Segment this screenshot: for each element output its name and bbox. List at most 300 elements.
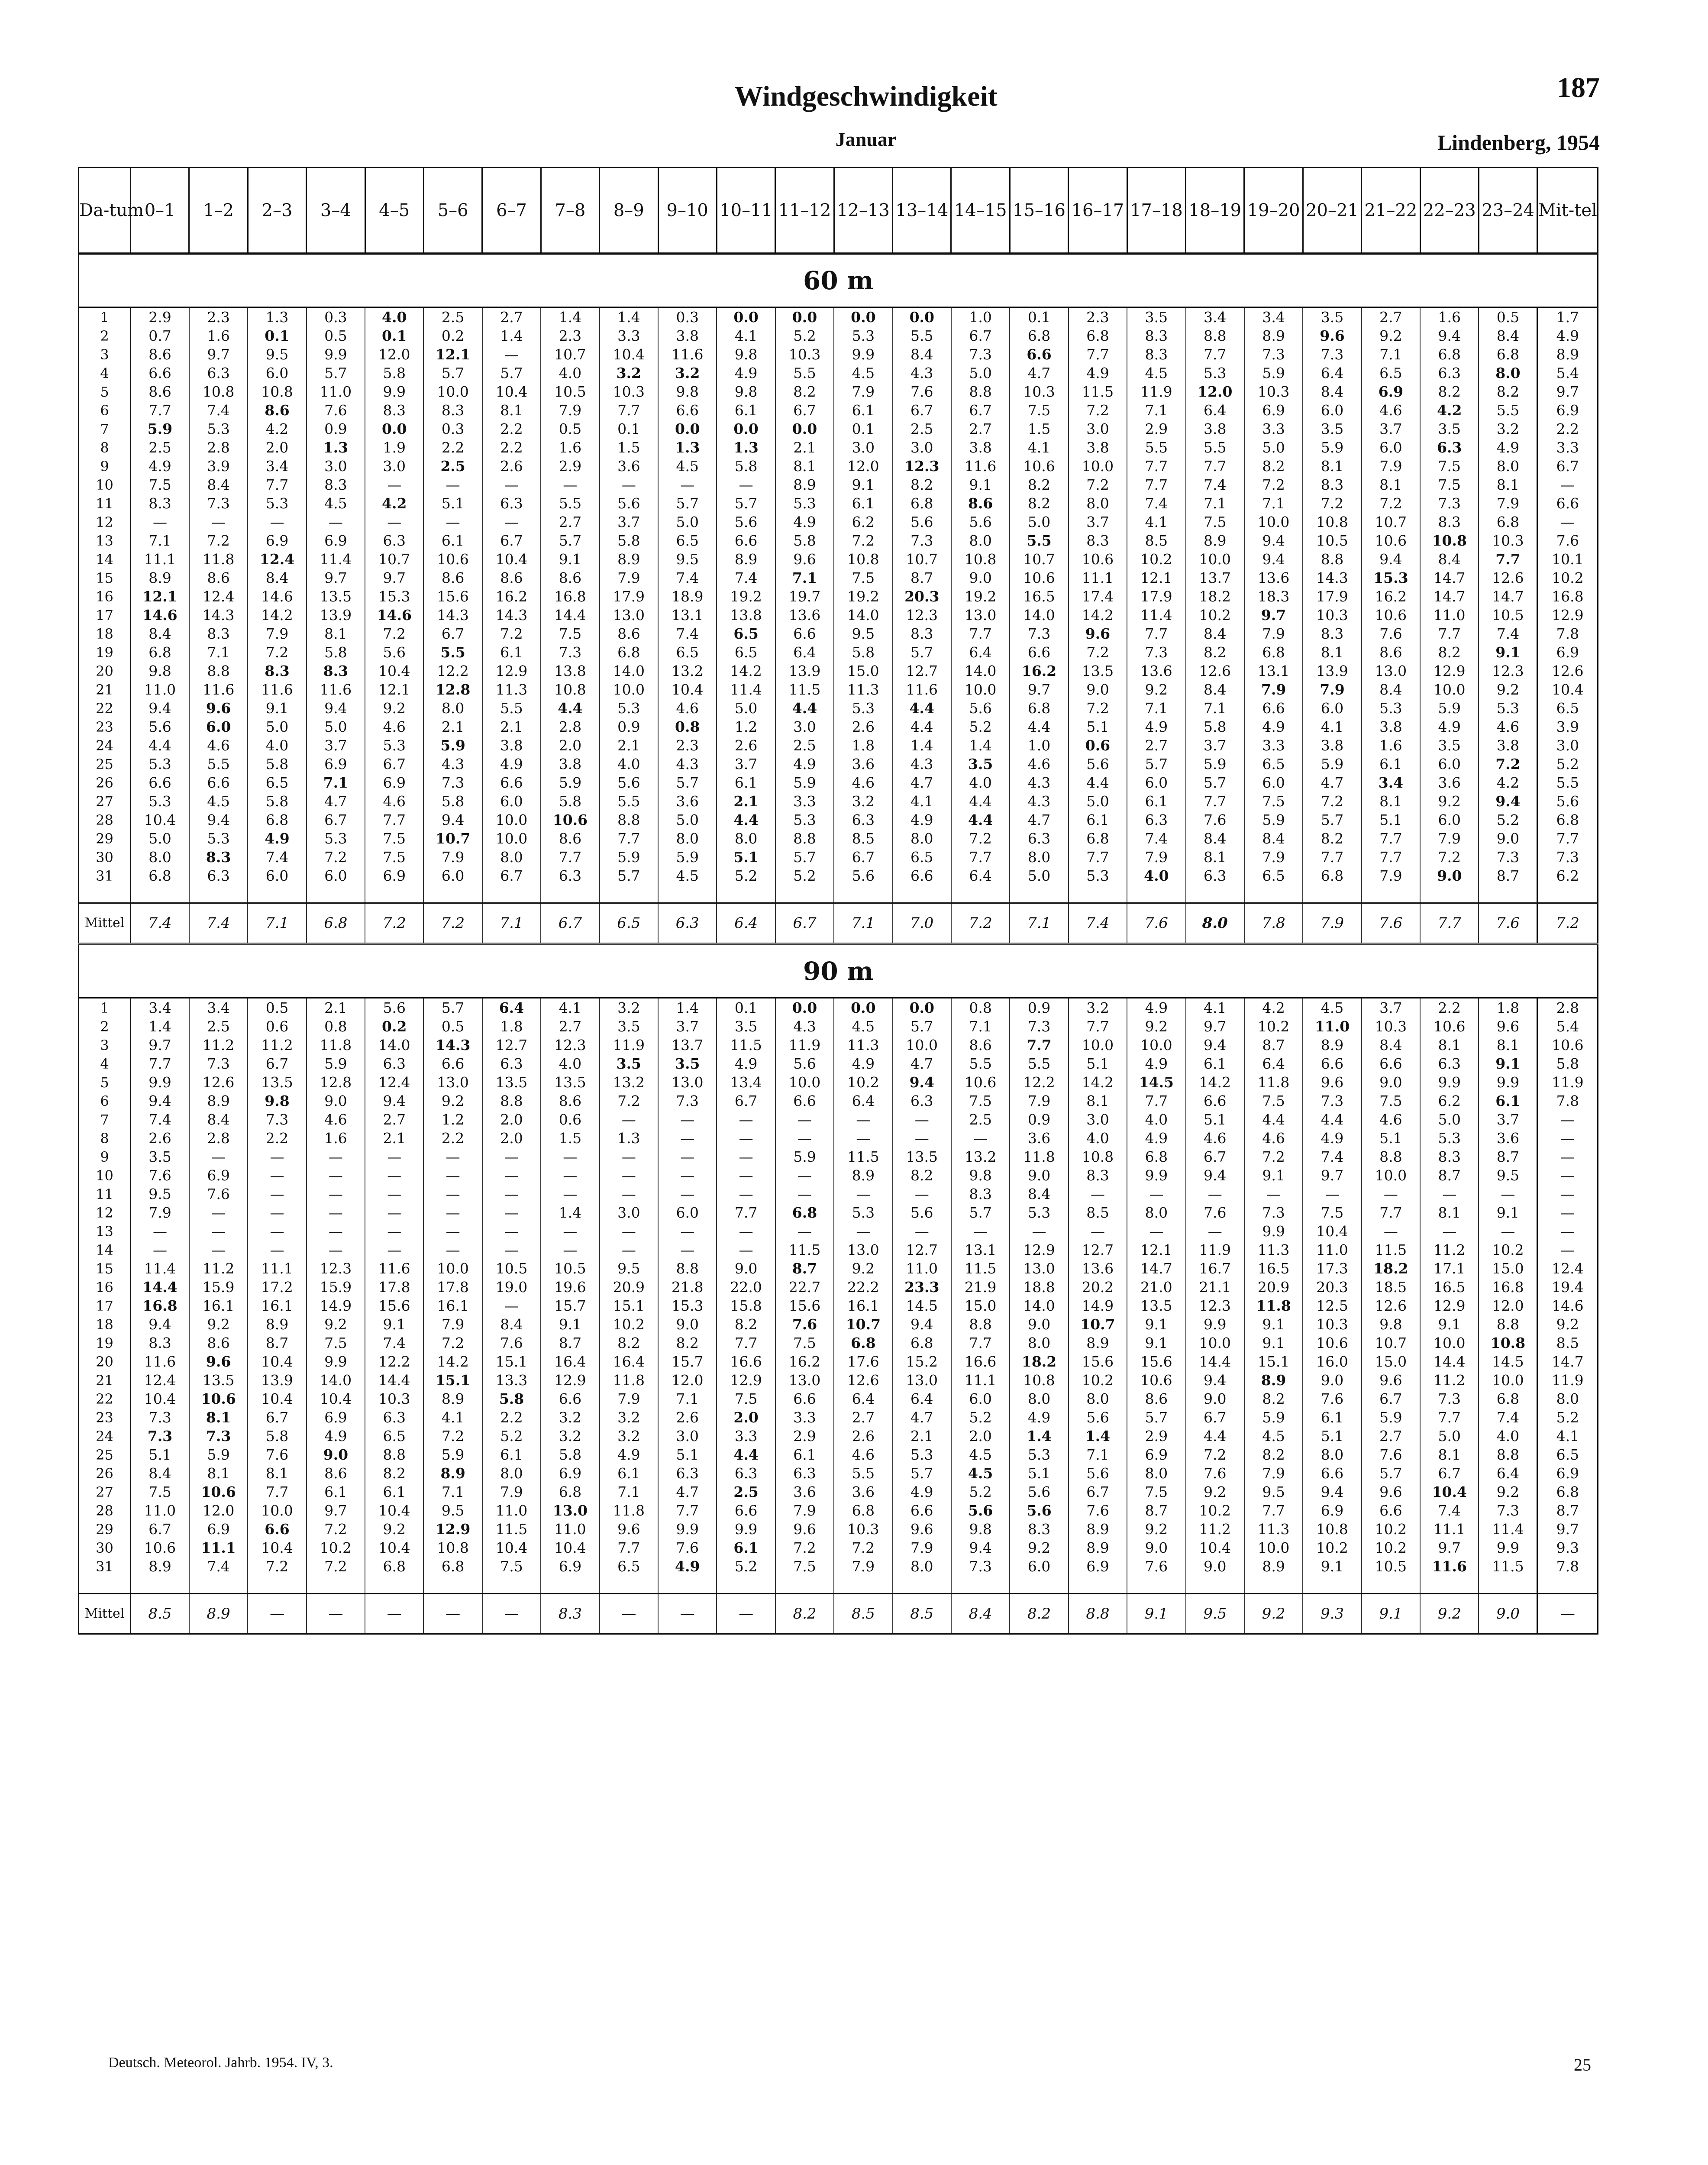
hour-value-cell: 7.3 <box>1303 1092 1361 1110</box>
hour-value-cell: 4.6 <box>365 792 423 811</box>
hour-value-cell: 8.2 <box>365 1464 423 1483</box>
hour-value-cell: 7.6 <box>1362 1445 1420 1464</box>
daily-mean-cell: 11.9 <box>1537 1073 1598 1092</box>
hour-value-cell: 9.6 <box>775 550 834 569</box>
hour-value-cell: 8.3 <box>365 401 423 420</box>
hour-value-cell: 6.0 <box>951 1389 1010 1408</box>
hour-value-cell: 9.9 <box>1420 1073 1479 1092</box>
hour-value-cell: 17.8 <box>423 1278 482 1296</box>
hour-value-cell: 2.5 <box>775 736 834 755</box>
hour-value-cell: 0.1 <box>1010 307 1068 327</box>
table-row <box>79 1073 1598 1092</box>
hour-value-cell: 9.2 <box>1127 1017 1185 1036</box>
hour-value-cell: 2.9 <box>131 307 189 327</box>
day-cell: 4 <box>79 1054 131 1073</box>
hour-value-cell: — <box>482 1203 541 1222</box>
hour-value-cell: 4.0 <box>541 1054 599 1073</box>
hour-value-cell: — <box>893 1110 951 1129</box>
hour-value-cell: 8.1 <box>189 1408 248 1427</box>
hour-value-cell: 6.3 <box>482 1054 541 1073</box>
day-cell: 3 <box>79 1036 131 1054</box>
hour-value-cell: 13.1 <box>951 1241 1010 1259</box>
hour-value-cell: 8.0 <box>1479 364 1537 382</box>
hour-value-cell: 19.2 <box>951 587 1010 606</box>
hour-value-cell: 6.0 <box>1420 755 1479 773</box>
hour-value-cell: 6.6 <box>1303 1054 1361 1073</box>
spacer-cell <box>658 1576 717 1594</box>
hour-value-cell: 11.6 <box>893 680 951 699</box>
hour-value-cell: — <box>423 1241 482 1259</box>
hour-value-cell: 4.6 <box>1479 717 1537 736</box>
spacer-cell <box>1362 885 1420 903</box>
day-cell: 21 <box>79 680 131 699</box>
hour-mean-cell: 9.3 <box>1303 1594 1361 1634</box>
hour-value-cell: 12.2 <box>423 662 482 680</box>
hour-value-cell: 2.0 <box>541 736 599 755</box>
hour-value-cell: 9.0 <box>1069 680 1127 699</box>
hour-value-cell: 5.7 <box>307 364 365 382</box>
daily-mean-cell: 12.9 <box>1537 606 1598 624</box>
hour-value-cell: 5.6 <box>131 717 189 736</box>
hour-value-cell: 6.7 <box>365 755 423 773</box>
hour-value-cell: 12.3 <box>1186 1296 1244 1315</box>
hour-value-cell: 5.8 <box>365 364 423 382</box>
hour-value-cell: 7.4 <box>1420 1501 1479 1520</box>
hour-value-cell: 0.0 <box>834 998 892 1018</box>
daily-mean-cell: — <box>1537 1129 1598 1147</box>
hour-value-cell: 11.2 <box>248 1036 306 1054</box>
hour-value-cell: 10.2 <box>834 1073 892 1092</box>
day-cell: 27 <box>79 792 131 811</box>
hour-value-cell: 4.7 <box>893 1408 951 1427</box>
hour-value-cell: 11.5 <box>1479 1557 1537 1576</box>
hour-mean-cell: — <box>717 1594 775 1634</box>
hour-value-cell: 3.0 <box>365 457 423 475</box>
hour-value-cell: 9.0 <box>1010 1166 1068 1185</box>
hour-value-cell: 4.9 <box>717 1054 775 1073</box>
hour-value-cell: 10.2 <box>1186 1501 1244 1520</box>
hour-value-cell: 8.4 <box>1186 624 1244 643</box>
hour-value-cell: 5.7 <box>893 1464 951 1483</box>
hour-header: 22–23 <box>1420 168 1479 254</box>
hour-value-cell: 6.8 <box>893 1334 951 1352</box>
hour-value-cell: 5.0 <box>1069 792 1127 811</box>
hour-value-cell: 14.2 <box>1186 1073 1244 1092</box>
hour-value-cell: 7.1 <box>1186 494 1244 513</box>
hour-value-cell: 11.0 <box>131 1501 189 1520</box>
hour-value-cell: 10.2 <box>1186 606 1244 624</box>
hour-value-cell: 11.5 <box>775 680 834 699</box>
table-row <box>79 326 1598 345</box>
spacer-cell <box>1186 885 1244 903</box>
hour-value-cell: 7.6 <box>1362 624 1420 643</box>
hour-value-cell: 9.5 <box>248 345 306 364</box>
hour-value-cell: 9.4 <box>1186 1036 1244 1054</box>
hour-value-cell: 7.9 <box>1362 866 1420 885</box>
hour-value-cell: 4.4 <box>131 736 189 755</box>
hour-value-cell: 2.0 <box>482 1110 541 1129</box>
hour-value-cell: 11.6 <box>307 680 365 699</box>
hour-value-cell: 1.6 <box>307 1129 365 1147</box>
hour-value-cell: 10.0 <box>1069 457 1127 475</box>
hour-value-cell: 7.5 <box>1244 1092 1303 1110</box>
hour-value-cell: 8.8 <box>1303 550 1361 569</box>
hour-value-cell: 4.6 <box>1186 1129 1244 1147</box>
hour-value-cell: 9.6 <box>1303 326 1361 345</box>
hour-value-cell: 3.3 <box>600 326 658 345</box>
hour-value-cell: 7.5 <box>131 1483 189 1501</box>
hour-value-cell: 4.9 <box>1069 364 1127 382</box>
hour-value-cell: 14.5 <box>1479 1352 1537 1371</box>
hour-header: 6–7 <box>482 168 541 254</box>
spacer-cell <box>1010 885 1068 903</box>
hour-value-cell: 9.4 <box>951 1538 1010 1557</box>
hour-value-cell: 9.2 <box>1186 1483 1244 1501</box>
hour-value-cell: 6.8 <box>1127 1147 1185 1166</box>
hour-value-cell: 13.0 <box>423 1073 482 1092</box>
hour-value-cell: 5.8 <box>248 755 306 773</box>
hour-value-cell: 1.4 <box>131 1017 189 1036</box>
hour-value-cell: 6.9 <box>189 1166 248 1185</box>
hour-value-cell: 7.7 <box>951 1334 1010 1352</box>
hour-value-cell: 9.4 <box>307 699 365 717</box>
hour-value-cell: 4.9 <box>1420 717 1479 736</box>
hour-value-cell: — <box>951 1129 1010 1147</box>
hour-value-cell: 2.9 <box>1127 1427 1185 1445</box>
hour-value-cell: 16.2 <box>775 1352 834 1371</box>
hour-value-cell: 8.4 <box>1479 326 1537 345</box>
hour-value-cell: 5.0 <box>1010 866 1068 885</box>
hour-value-cell: — <box>1127 1185 1185 1203</box>
hour-value-cell: 8.3 <box>131 1334 189 1352</box>
mittel-label: Mittel <box>79 1594 131 1634</box>
hour-value-cell: 20.3 <box>893 587 951 606</box>
hour-value-cell: 11.3 <box>834 1036 892 1054</box>
hour-value-cell: 6.3 <box>189 866 248 885</box>
hour-value-cell: 0.9 <box>600 717 658 736</box>
table-row <box>79 1352 1598 1371</box>
hour-value-cell: 15.9 <box>307 1278 365 1296</box>
hour-value-cell: — <box>1069 1222 1127 1241</box>
hour-value-cell: 9.6 <box>1362 1371 1420 1389</box>
hour-value-cell: 6.9 <box>189 1520 248 1538</box>
hour-value-cell: 21.8 <box>658 1278 717 1296</box>
hour-value-cell: 6.8 <box>248 811 306 829</box>
hour-mean-cell: 7.4 <box>131 903 189 944</box>
hour-value-cell: 10.8 <box>1069 1147 1127 1166</box>
hour-value-cell: 5.7 <box>658 773 717 792</box>
hour-value-cell: — <box>482 1185 541 1203</box>
hour-value-cell: — <box>1186 1185 1244 1203</box>
hour-value-cell: 8.2 <box>658 1334 717 1352</box>
hour-value-cell: 5.3 <box>1362 699 1420 717</box>
hour-value-cell: 7.9 <box>775 1501 834 1520</box>
table-row <box>79 1278 1598 1296</box>
hour-value-cell: 9.9 <box>307 345 365 364</box>
hour-header: 21–22 <box>1362 168 1420 254</box>
day-cell: 6 <box>79 1092 131 1110</box>
hour-value-cell: 8.0 <box>658 829 717 848</box>
hour-value-cell: 2.6 <box>131 1129 189 1147</box>
hour-value-cell: 7.1 <box>131 531 189 550</box>
hour-value-cell: 5.5 <box>1186 438 1244 457</box>
hour-value-cell: — <box>1420 1222 1479 1241</box>
hour-value-cell: 11.1 <box>189 1538 248 1557</box>
hour-value-cell: 7.2 <box>307 1520 365 1538</box>
hour-value-cell: 8.5 <box>834 829 892 848</box>
hour-value-cell: 5.9 <box>1362 1408 1420 1427</box>
spacer-cell <box>1362 1576 1420 1594</box>
hour-value-cell: 6.0 <box>248 364 306 382</box>
hour-value-cell: 6.9 <box>365 773 423 792</box>
hour-value-cell: 14.2 <box>423 1352 482 1371</box>
day-cell: 27 <box>79 1483 131 1501</box>
daily-mean-cell: 3.9 <box>1537 717 1598 736</box>
hour-value-cell: 8.9 <box>423 1464 482 1483</box>
hour-value-cell: 7.5 <box>131 475 189 494</box>
hour-value-cell: 6.6 <box>775 1389 834 1408</box>
day-cell: 5 <box>79 382 131 401</box>
hour-value-cell: 10.7 <box>1362 1334 1420 1352</box>
hour-value-cell: 7.5 <box>1010 401 1068 420</box>
hour-value-cell: 7.3 <box>131 1427 189 1445</box>
hour-value-cell: 3.4 <box>131 998 189 1018</box>
hour-value-cell: 2.1 <box>600 736 658 755</box>
hour-value-cell: 6.3 <box>658 1464 717 1483</box>
hour-value-cell: — <box>775 1166 834 1185</box>
hour-value-cell: 13.2 <box>658 662 717 680</box>
hour-value-cell: 1.8 <box>482 1017 541 1036</box>
day-cell: 4 <box>79 364 131 382</box>
hour-value-cell: 6.4 <box>951 866 1010 885</box>
day-cell: 9 <box>79 1147 131 1166</box>
hour-value-cell: 12.9 <box>482 662 541 680</box>
hour-value-cell: 9.8 <box>248 1092 306 1110</box>
hour-value-cell: 15.3 <box>365 587 423 606</box>
hour-value-cell: 9.6 <box>775 1520 834 1538</box>
hour-value-cell: 10.6 <box>1362 531 1420 550</box>
hour-value-cell: 10.6 <box>951 1073 1010 1092</box>
hour-value-cell: — <box>248 1241 306 1259</box>
hour-value-cell: 9.1 <box>1244 1315 1303 1334</box>
hour-value-cell: — <box>482 1222 541 1241</box>
hour-value-cell: 6.6 <box>1244 699 1303 717</box>
hour-value-cell: 8.9 <box>1069 1334 1127 1352</box>
hour-value-cell: 10.5 <box>482 1259 541 1278</box>
hour-value-cell: 9.6 <box>1362 1483 1420 1501</box>
hour-value-cell: 14.7 <box>1479 587 1537 606</box>
hour-value-cell: 3.7 <box>1069 513 1127 531</box>
hour-value-cell: 11.5 <box>775 1241 834 1259</box>
hour-value-cell: 13.0 <box>893 1371 951 1389</box>
hour-value-cell: 7.3 <box>1244 1203 1303 1222</box>
hour-value-cell: 10.0 <box>482 829 541 848</box>
hour-value-cell: 7.9 <box>1244 624 1303 643</box>
hour-value-cell: 6.6 <box>189 773 248 792</box>
hour-value-cell: 5.6 <box>365 643 423 662</box>
hour-value-cell: 6.9 <box>307 1408 365 1427</box>
hour-value-cell: 4.6 <box>1362 401 1420 420</box>
hour-value-cell: 7.7 <box>1479 550 1537 569</box>
hour-value-cell: 1.9 <box>365 438 423 457</box>
hour-value-cell: 4.7 <box>1303 773 1361 792</box>
hour-value-cell: 6.6 <box>893 866 951 885</box>
spacer-cell <box>1069 885 1127 903</box>
hour-value-cell: 10.8 <box>951 550 1010 569</box>
hour-value-cell: 8.8 <box>951 1315 1010 1334</box>
hour-value-cell: 4.3 <box>423 755 482 773</box>
hour-value-cell: 6.9 <box>365 866 423 885</box>
hour-value-cell: 10.6 <box>189 1483 248 1501</box>
hour-value-cell: 7.9 <box>893 1538 951 1557</box>
hour-value-cell: 13.0 <box>951 606 1010 624</box>
hour-value-cell: 3.8 <box>541 755 599 773</box>
table-row <box>79 1445 1598 1464</box>
hour-value-cell: 8.9 <box>189 1092 248 1110</box>
hour-value-cell: — <box>365 513 423 531</box>
hour-value-cell: 3.2 <box>1069 998 1127 1018</box>
hour-value-cell: 8.9 <box>1244 1371 1303 1389</box>
hour-value-cell: — <box>365 475 423 494</box>
hour-value-cell: 8.2 <box>1244 457 1303 475</box>
hour-value-cell: 5.7 <box>717 494 775 513</box>
spacer-cell <box>307 1576 365 1594</box>
hour-value-cell: 6.5 <box>658 643 717 662</box>
hour-value-cell: 2.6 <box>834 1427 892 1445</box>
hour-value-cell: 18.8 <box>1010 1278 1068 1296</box>
day-cell: 15 <box>79 569 131 587</box>
hour-value-cell: 7.6 <box>1069 1501 1127 1520</box>
hour-value-cell: 5.6 <box>893 1203 951 1222</box>
hour-value-cell: 8.7 <box>1244 1036 1303 1054</box>
daily-mean-cell: 12.4 <box>1537 1259 1598 1278</box>
spacer-cell <box>893 885 951 903</box>
hour-value-cell: 9.6 <box>893 1520 951 1538</box>
hour-value-cell: 6.3 <box>1420 438 1479 457</box>
hour-value-cell: 6.3 <box>365 1408 423 1427</box>
hour-value-cell: 5.6 <box>365 998 423 1018</box>
hour-value-cell: 4.4 <box>1010 717 1068 736</box>
hour-value-cell: 9.1 <box>1420 1315 1479 1334</box>
hour-value-cell: 3.8 <box>1186 420 1244 438</box>
day-cell: 1 <box>79 998 131 1018</box>
hour-value-cell: 7.7 <box>365 811 423 829</box>
hour-value-cell: 9.8 <box>658 382 717 401</box>
hour-value-cell: 3.2 <box>600 364 658 382</box>
hour-value-cell: 5.7 <box>951 1203 1010 1222</box>
hour-value-cell: 7.2 <box>1420 848 1479 866</box>
hour-value-cell: 9.5 <box>834 624 892 643</box>
hour-value-cell: 10.3 <box>1303 606 1361 624</box>
hour-value-cell: 17.2 <box>248 1278 306 1296</box>
hour-value-cell: 5.2 <box>775 326 834 345</box>
hour-value-cell: 1.4 <box>541 307 599 327</box>
hour-value-cell: 10.6 <box>189 1389 248 1408</box>
hour-value-cell: 8.0 <box>1069 494 1127 513</box>
hour-value-cell: 6.7 <box>717 1092 775 1110</box>
daily-mean-cell: 7.8 <box>1537 1092 1598 1110</box>
hour-value-cell: — <box>423 475 482 494</box>
hour-value-cell: 11.9 <box>1186 1241 1244 1259</box>
daily-mean-cell: 5.5 <box>1537 773 1598 792</box>
hour-value-cell: 9.0 <box>1010 1315 1068 1334</box>
hour-value-cell: 10.2 <box>1362 1538 1420 1557</box>
hour-value-cell: 4.9 <box>307 1427 365 1445</box>
hour-value-cell: 11.8 <box>189 550 248 569</box>
hour-value-cell: 4.2 <box>1420 401 1479 420</box>
hour-value-cell: 15.6 <box>1127 1352 1185 1371</box>
hour-mean-cell: — <box>307 1594 365 1634</box>
hour-value-cell: 10.6 <box>1420 1017 1479 1036</box>
hour-value-cell: 13.9 <box>775 662 834 680</box>
hour-value-cell: 5.8 <box>482 1389 541 1408</box>
spacer-cell <box>541 1576 599 1594</box>
hour-value-cell: 14.0 <box>1010 1296 1068 1315</box>
hour-header: 9–10 <box>658 168 717 254</box>
hour-value-cell: 16.7 <box>1186 1259 1244 1278</box>
hour-value-cell: 4.3 <box>893 755 951 773</box>
hour-value-cell: 4.2 <box>248 420 306 438</box>
hour-header: 4–5 <box>365 168 423 254</box>
hour-value-cell: 10.4 <box>365 662 423 680</box>
hour-value-cell: 7.3 <box>131 1408 189 1427</box>
hour-value-cell: 16.1 <box>423 1296 482 1315</box>
hour-value-cell: 2.2 <box>482 1408 541 1427</box>
hour-value-cell: — <box>1244 1185 1303 1203</box>
hour-value-cell: 7.5 <box>307 1334 365 1352</box>
hour-value-cell: 8.9 <box>423 1389 482 1408</box>
hour-value-cell: 0.5 <box>307 326 365 345</box>
hour-value-cell: 0.8 <box>307 1017 365 1036</box>
hour-value-cell: 9.6 <box>1069 624 1127 643</box>
hour-value-cell: 6.8 <box>893 494 951 513</box>
hour-value-cell: 13.0 <box>600 606 658 624</box>
hour-value-cell: 5.2 <box>951 1483 1010 1501</box>
hour-value-cell: 6.7 <box>1186 1147 1244 1166</box>
hour-value-cell: 9.4 <box>131 1092 189 1110</box>
hour-value-cell: 4.3 <box>893 364 951 382</box>
hour-value-cell: 8.6 <box>541 1092 599 1110</box>
hour-value-cell: 5.7 <box>541 531 599 550</box>
hour-value-cell: 4.0 <box>1127 866 1185 885</box>
hour-value-cell: 1.4 <box>951 736 1010 755</box>
hour-value-cell: 2.1 <box>307 998 365 1018</box>
hour-value-cell: 7.5 <box>1303 1203 1361 1222</box>
hour-value-cell: 7.3 <box>189 494 248 513</box>
hour-value-cell: 7.9 <box>423 1315 482 1334</box>
hour-value-cell: 13.0 <box>775 1371 834 1389</box>
hour-value-cell: 0.5 <box>541 420 599 438</box>
hour-value-cell: 14.6 <box>365 606 423 624</box>
hour-value-cell: 7.1 <box>658 1389 717 1408</box>
hour-value-cell: 7.3 <box>189 1054 248 1073</box>
hour-value-cell: 6.5 <box>1244 755 1303 773</box>
hour-value-cell: 4.9 <box>1127 998 1185 1018</box>
daily-mean-cell: 6.7 <box>1537 457 1598 475</box>
hour-value-cell: 8.0 <box>1303 1445 1361 1464</box>
hour-value-cell: 7.2 <box>365 624 423 643</box>
hour-value-cell: 9.4 <box>1186 1166 1244 1185</box>
hour-mean-cell: 8.4 <box>951 1594 1010 1634</box>
hour-value-cell: 9.7 <box>131 1036 189 1054</box>
hour-value-cell: 6.5 <box>893 848 951 866</box>
hour-value-cell: 8.4 <box>1010 1185 1068 1203</box>
hour-value-cell: 3.8 <box>951 438 1010 457</box>
hour-value-cell: 11.5 <box>834 1147 892 1166</box>
hour-value-cell: 5.8 <box>307 643 365 662</box>
hour-value-cell: 17.6 <box>834 1352 892 1371</box>
hour-value-cell: 9.5 <box>423 1501 482 1520</box>
